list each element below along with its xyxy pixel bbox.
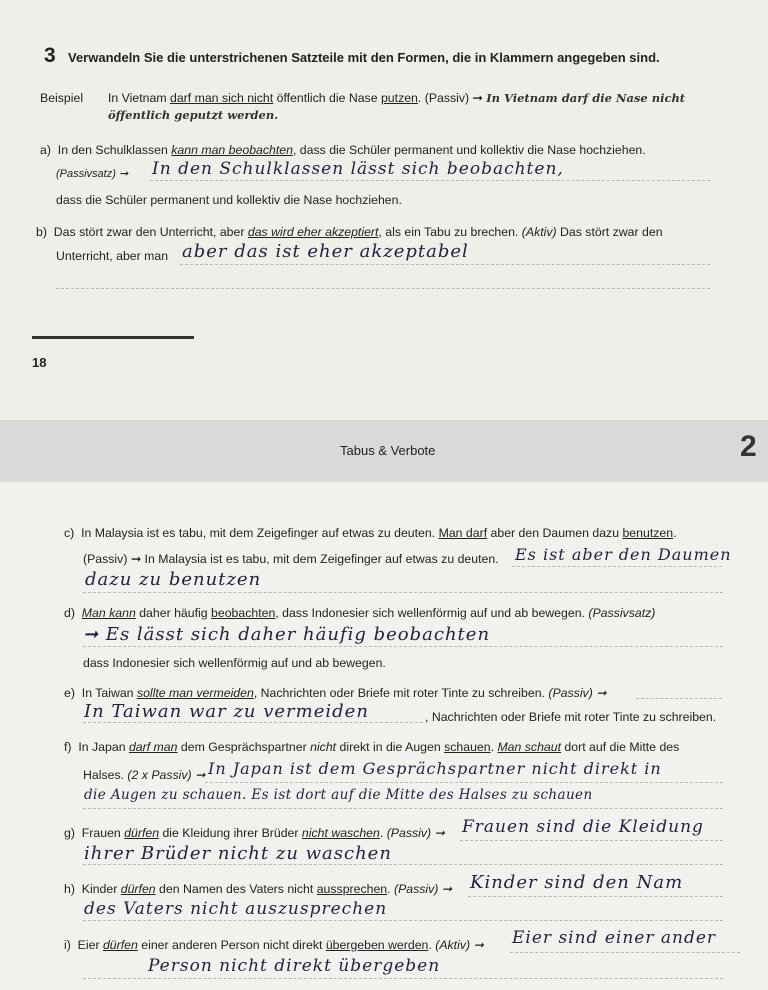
item-h-answer-2: des Vaters nicht auszusprechen: [84, 899, 388, 919]
item-b-answer: aber das ist eher akzeptabel: [182, 241, 469, 262]
item-f-answer-1: In Japan ist dem Gesprächspartner nicht direkt in: [208, 759, 662, 778]
item-i-answer-2: Person nicht direkt übergeben: [148, 956, 441, 976]
form-hint: (Aktiv) ➞: [435, 938, 484, 952]
answer-line: [83, 920, 723, 921]
text: Eier: [77, 938, 103, 952]
form-hint: (Passivsatz): [588, 606, 656, 620]
answer-line: [56, 288, 710, 289]
item-f-line2: [83, 768, 205, 782]
answer-line: [460, 840, 723, 841]
item-f-answer-2: die Augen zu schauen. Es ist dort auf die Mitte des Halses zu schauen: [84, 787, 593, 803]
item-e: [64, 686, 607, 700]
item-d-tail: dass Indonesier sich wellenförmig auf und ab bewegen.: [83, 656, 386, 670]
underlined-phrase: Man darf: [438, 526, 488, 540]
item-i: [64, 938, 484, 952]
text: Frauen: [81, 826, 125, 840]
item-g-answer-1: Frauen sind die Kleidung: [462, 817, 704, 837]
text: In Malaysia ist es tabu, mit dem Zeigefinger auf etwas zu deuten.: [81, 526, 439, 540]
chapter-number: 2: [740, 430, 757, 463]
item-g: [64, 826, 445, 840]
footer-rule: [32, 336, 194, 339]
text: .: [428, 938, 436, 952]
underlined-phrase: Man kann: [81, 606, 136, 620]
item-d: [64, 606, 655, 620]
answer-line: [83, 592, 723, 593]
text: die Kleidung ihrer Brüder: [159, 826, 302, 840]
item-g-answer-2: ihrer Brüder nicht zu waschen: [84, 843, 392, 864]
text: .: [490, 740, 498, 754]
text: . (Passiv) ➞: [417, 91, 487, 105]
item-a: [40, 143, 646, 157]
text: öffentlich die Nase: [273, 91, 381, 105]
beispiel-sentence: [108, 91, 685, 105]
text: In Taiwan: [81, 686, 137, 700]
text: In Vietnam: [108, 91, 170, 105]
item-c-answer-1: Es ist aber den Daumen: [515, 545, 732, 564]
underlined-phrase: sollte man vermeiden: [136, 686, 254, 700]
underlined-phrase: aussprechen: [316, 882, 388, 896]
page-number: 18: [32, 355, 47, 370]
item-a-form: (Passivsatz) ➞: [56, 168, 129, 180]
beispiel-answer-cont: öffentlich geputzt werden.: [108, 108, 279, 122]
text: Halses.: [83, 768, 128, 782]
item-label: c): [64, 526, 75, 540]
item-b-line2: Unterricht, aber man: [56, 249, 169, 263]
item-label: a): [40, 143, 51, 157]
text: , dass Indonesier sich wellenförmig auf und ab bewegen.: [275, 606, 589, 620]
text: , Nachrichten oder Briefe mit roter Tinte zu schreiben.: [253, 686, 549, 700]
item-i-answer-1: Eier sind einer ander: [512, 928, 717, 948]
text: In den Schulklassen: [57, 143, 172, 157]
underlined-phrase: dürfen: [120, 882, 156, 896]
item-a-answer: In den Schulklassen lässt sich beobachten,: [152, 159, 564, 179]
item-label: h): [64, 882, 75, 896]
text: .: [673, 526, 677, 540]
beispiel-answer: In Vietnam darf die Nase nicht: [486, 91, 686, 105]
answer-line: [512, 566, 722, 567]
emphasis: nicht: [310, 740, 337, 754]
item-c-answer-2: dazu zu benutzen: [85, 569, 262, 590]
item-f: [64, 740, 679, 754]
item-label: e): [64, 686, 75, 700]
answer-line: [180, 264, 710, 265]
item-c-form: (Passiv) ➞ In Malaysia ist es tabu, mit dem Zeigefinger auf etwas zu deuten.: [83, 552, 499, 566]
underlined-phrase: dürfen: [124, 826, 160, 840]
item-label: f): [64, 740, 72, 754]
underlined-phrase: dürfen: [102, 938, 138, 952]
text: .: [379, 826, 387, 840]
answer-line: [83, 646, 723, 647]
item-h: [64, 882, 452, 896]
item-h-answer-1: Kinder sind den Nam: [470, 872, 684, 893]
underlined-phrase: kann man beobachten: [171, 143, 293, 157]
item-a-tail: dass die Schüler permanent und kollektiv die Nase hochziehen.: [56, 193, 402, 207]
text: Das stört zwar den Unterricht, aber: [53, 225, 248, 239]
text: aber den Daumen dazu: [487, 526, 623, 540]
answer-line: [83, 808, 723, 809]
text: den Namen des Vaters nicht: [155, 882, 317, 896]
item-d-answer: ➞ Es lässt sich daher häufig beobachten: [83, 624, 491, 645]
section-title: Tabus & Verbote: [340, 443, 436, 458]
text: dem Gesprächspartner: [177, 740, 311, 754]
answer-line: [636, 698, 722, 699]
answer-line: [205, 782, 723, 783]
item-c: [64, 526, 677, 540]
underlined-phrase: darf man sich nicht: [169, 91, 274, 105]
answer-line: [510, 952, 740, 953]
exercise-number: 3: [44, 44, 56, 67]
answer-line: [150, 180, 710, 181]
answer-line: [83, 864, 723, 865]
text: direkt in die Augen: [336, 740, 445, 754]
form-hint: (Aktiv): [521, 225, 557, 239]
underlined-phrase: darf man: [128, 740, 178, 754]
text: , dass die Schüler permanent und kollektiv die Nase hochziehen.: [292, 143, 646, 157]
underlined-phrase: das wird eher akzeptiert: [247, 225, 379, 239]
text: dort auf die Mitte des: [561, 740, 680, 754]
answer-line: [83, 978, 723, 979]
exercise-instruction: Verwandeln Sie die unterstrichenen Satzteile mit den Formen, die in Klammern angegeben sind.: [68, 50, 660, 65]
answer-line: [468, 896, 723, 897]
underlined-phrase: putzen: [380, 91, 418, 105]
item-b: [36, 225, 663, 239]
underlined-phrase: Man schaut: [497, 740, 562, 754]
text: Kinder: [81, 882, 121, 896]
underlined-phrase: schauen: [444, 740, 491, 754]
item-label: g): [64, 826, 75, 840]
form-hint: (2 x Passiv) ➞: [127, 768, 206, 782]
item-label: b): [36, 225, 47, 239]
beispiel-label: Beispiel: [40, 91, 84, 105]
underlined-phrase: beobachten: [211, 606, 276, 620]
text: , als ein Tabu zu brechen.: [378, 225, 522, 239]
underlined-phrase: übergeben werden: [325, 938, 429, 952]
text: daher häufig: [135, 606, 212, 620]
item-label: i): [64, 938, 71, 952]
form-hint: (Passiv) ➞: [548, 686, 607, 700]
item-label: d): [64, 606, 75, 620]
form-hint: (Passiv) ➞: [393, 882, 453, 896]
text: .: [387, 882, 394, 896]
text: Das stört zwar den: [556, 225, 663, 239]
text: einer anderen Person nicht direkt: [137, 938, 326, 952]
item-e-answer: In Taiwan war zu vermeiden: [84, 701, 369, 722]
underlined-phrase: nicht waschen: [301, 826, 380, 840]
answer-line: [83, 722, 423, 723]
item-e-tail: , Nachrichten oder Briefe mit roter Tinte zu schreiben.: [425, 710, 717, 724]
form-hint: (Passiv) ➞: [386, 826, 445, 840]
text: In Japan: [78, 740, 129, 754]
underlined-phrase: benutzen: [622, 526, 674, 540]
